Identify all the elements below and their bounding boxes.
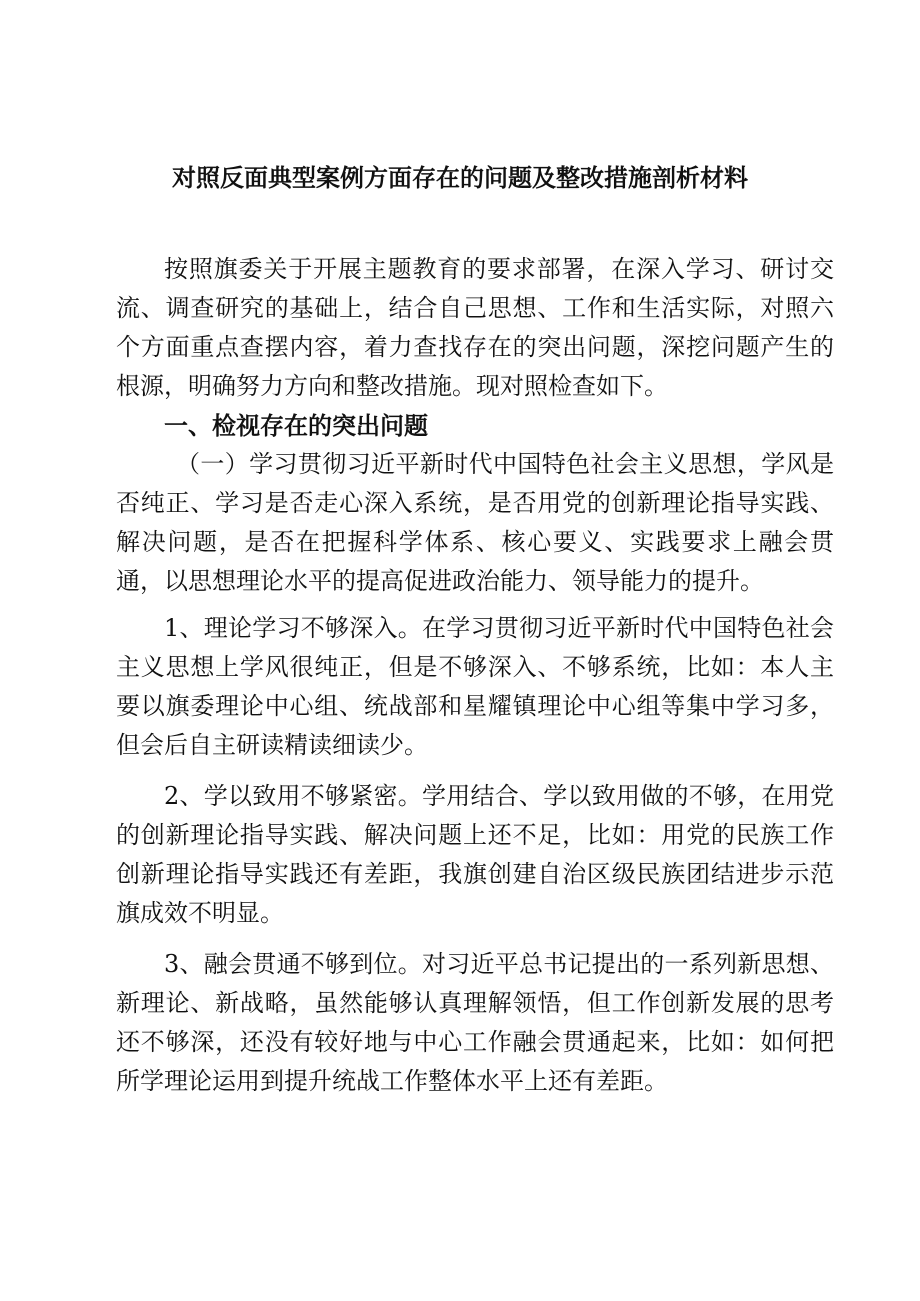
section-heading: 一、检视存在的突出问题 bbox=[164, 411, 428, 440]
subsection-paragraph: （一）学习贯彻习近平新时代中国特色社会主义思想，学风是否纯正、学习是否走心深入系统，是否用党的创新理论指导实践、解决问题，是否在把握科学体系、核心要义、实践要求上融会贯通，以思想理论水平的提高促进政治能力、领导能力的提升。 bbox=[116, 450, 834, 595]
intro-paragraph: 按照旗委关于开展主题教育的要求部署，在深入学习、研讨交流、调查研究的基础上，结合自己思想、工作和生活实际，对照六个方面重点查摆内容，着力查找存在的突出问题，深挖问题产生的根源，明确努力方向和整改措施。现对照检查如下。 bbox=[116, 255, 834, 400]
document-title: 对照反面典型案例方面存在的问题及整改措施剖析材料 bbox=[172, 163, 748, 192]
issue-paragraph-3: 3、融会贯通不够到位。对习近平总书记提出的一系列新思想、新理论、新战略，虽然能够认真理解领悟，但工作创新发展的思考还不够深，还没有较好地与中心工作融会贯通起来，比如：如何把所学理论运用到提升统战工作整体水平上还有差距。 bbox=[116, 950, 834, 1095]
document-body bbox=[116, 250, 834, 1101]
issue-paragraph-1: 1、理论学习不够深入。在学习贯彻习近平新时代中国特色社会主义思想上学风很纯正，但是不够深入、不够系统，比如：本人主要以旗委理论中心组、统战部和星耀镇理论中心组等集中学习多，但会后自主研读精读细读少。 bbox=[116, 614, 834, 759]
issue-paragraph-2: 2、学以致用不够紧密。学用结合、学以致用做的不够，在用党的创新理论指导实践、解决问题上还不足，比如：用党的民族工作创新理论指导实践还有差距，我旗创建自治区级民族团结进步示范旗成效不明显。 bbox=[116, 782, 834, 927]
